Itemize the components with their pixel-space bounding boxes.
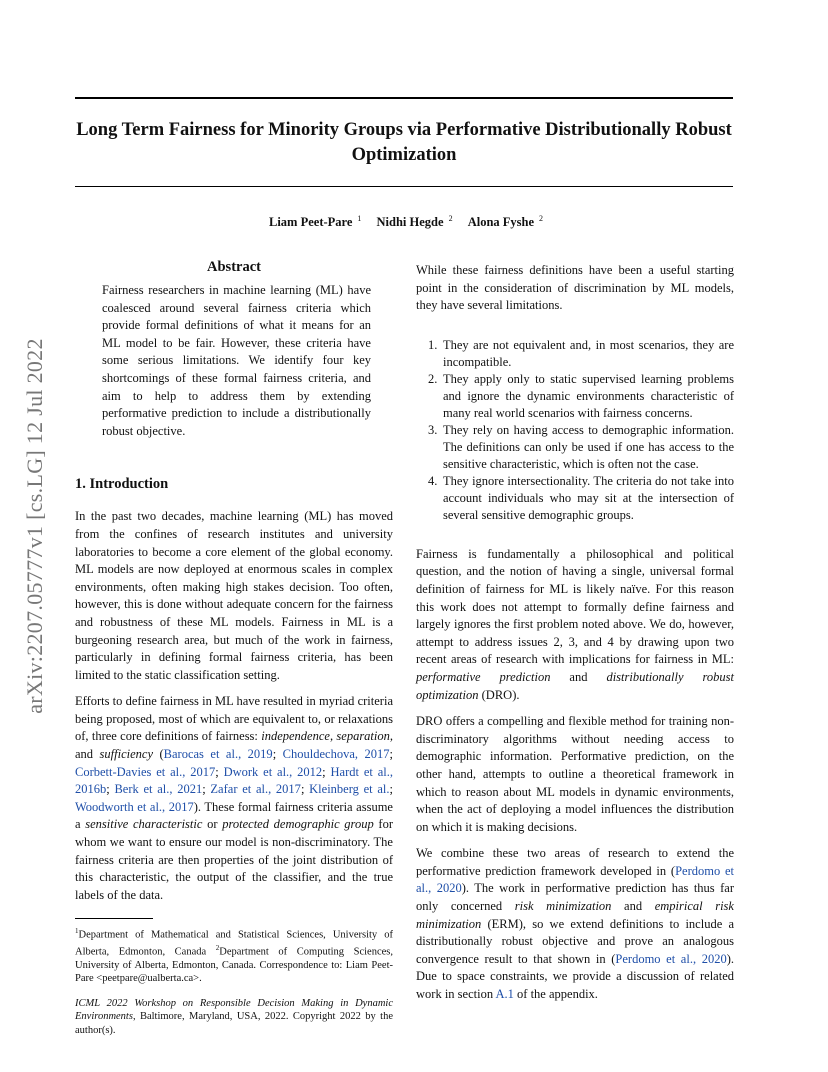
text-run: or [202, 817, 223, 832]
citation-link[interactable]: Perdomo et al., 2020 [615, 951, 727, 966]
list-number: 2. [428, 371, 438, 386]
footnote-text: Department of Computing Sciences, University of Alberta, Edmonton, Canada. Correspondence to: Liam Peet-Pare <peetpare@ualberta.ca>. [75, 946, 393, 985]
citation-link[interactable]: Barocas et al., 2019 [163, 747, 273, 762]
text-run: ; [202, 782, 211, 797]
right-column [416, 262, 734, 1004]
emphasis: risk minimization [514, 899, 612, 914]
title-rule-top [75, 97, 733, 99]
paper-title: Long Term Fairness for Minority Groups via Performative Distributionally Robust Optimization [76, 120, 732, 165]
text-run: ; [389, 747, 393, 762]
list-item-text: They are not equivalent and, in most scenarios, they are incompatible. [443, 337, 734, 369]
citation-link[interactable]: Perdomo et al., 2020 [416, 863, 734, 896]
footnote-marker: 1 [75, 927, 79, 936]
text-run: ). These formal fairness criteria assume a [75, 799, 393, 832]
intro-paragraph-5: DRO offers a compelling and flexible method for training non-discriminatory algorithms without needing access to demographic information. Performative prediction, on the other hand, attempts to outline a theoretical framework in which to reason about ML models in dynamic environments, when the act of deploying a model influences the distribution on which it is making decisions. [416, 714, 734, 834]
text-run: ; [272, 747, 283, 762]
text-run: and [611, 899, 655, 914]
text-run: ). Due to space constraints, we provide a discussion of related work in section [416, 951, 734, 1002]
citation-link[interactable]: Hardt et al., 2016b [75, 764, 393, 797]
citation-link[interactable]: Corbett-Davies et al., 2017 [75, 764, 216, 779]
text-run: ; [389, 782, 393, 797]
author-affil: 2 [539, 214, 544, 223]
emphasis: sensitive characteristic [85, 817, 203, 832]
text-run: Fairness is fundamentally a philosophical and political question, and the notion of having a single, universal formal definition of fairness for ML is likely naïve. For this reason this work does not attempt to formally define fairness and largely ignores the first problem noted above. We do, however, attempt to address issues 2, 3, and 4 by drawing upon two recent areas of research with implications for fairness in ML: [416, 546, 734, 667]
emphasis: distributionally robust optimization [416, 669, 734, 702]
list-item [416, 337, 734, 371]
section-heading-introduction: 1. Introduction [75, 476, 169, 493]
list-number: 3. [428, 422, 438, 437]
intro-paragraph-1: In the past two decades, machine learning (ML) has moved from the confines of research institutes and university laboratories to become a core element of the global economy. ML models are now deployed at enormous scales in complex environments, often making high stakes decision. Too often, however, this is done without adequate concern for the fairness and robustness of these ML models. Fairness in ML is a burgeoning research area, but much of the work in fairness, particularly in defining formal fairness criteria, has been limited to the static classification setting. [75, 509, 393, 682]
text-run: We combine these two areas of research to extend the performative prediction framework developed in ( [416, 846, 734, 878]
list-number: 4. [428, 473, 438, 488]
emphasis: performative prediction [416, 669, 551, 684]
intro-paragraph-6 [416, 845, 734, 1003]
text-run: ). The work in performative prediction has thus far only concerned [416, 881, 734, 914]
citation-link[interactable]: Dwork et al., 2012 [223, 764, 323, 779]
footnote-text: Department of Mathematical and Statistical Sciences, University of Alberta, Edmonton, Canada [75, 929, 393, 958]
emphasis: empirical risk minimization [416, 899, 734, 931]
text-run: ; [106, 782, 115, 797]
text-run: (DRO). [478, 687, 520, 702]
author-list [75, 214, 733, 230]
author-affil: 1 [357, 214, 362, 223]
emphasis: sufficiency [99, 747, 153, 762]
author [373, 215, 453, 229]
text-run: ; [215, 764, 224, 779]
footnote-rule [75, 918, 153, 919]
text-run: for whom we want to ensure our model is non-discriminatory. The fairness criteria are then properties of the joint distribution of this characteristic, the output of the classifier, and the true labels of the data. [75, 817, 393, 902]
text-run: Efforts to define fairness in ML have resulted in myriad criteria being proposed, most of which are equivalent to, or relaxations of, three core definitions of fairness: [75, 694, 393, 744]
citation-link[interactable]: Zafar et al., 2017 [210, 782, 301, 797]
author [265, 215, 361, 229]
author-name: Liam Peet-Pare [268, 215, 353, 230]
author-name: Alona Fyshe [467, 215, 535, 230]
text-run: ; [322, 764, 331, 779]
venue-details: , Baltimore, Maryland, USA, 2022. Copyright 2022 by the author(s). [75, 1011, 393, 1036]
left-column [75, 259, 393, 1037]
text-run: ( [153, 747, 164, 762]
abstract-text: Fairness researchers in machine learning (ML) have coalesced around several fairness criteria which provide formal definitions of what it means for an ML model to be fair. However, these criteria have some serious limitations. We identify four key shortcomings of these formal fairness criteria, and aim to help to address them by extending performative prediction to include a distributionally robust objective. [102, 283, 371, 438]
title-rule-bottom [75, 186, 733, 187]
intro-paragraph-3: While these fairness definitions have been a useful starting point in the consideration of discrimination by ML models, they have several limitations. [416, 263, 734, 313]
intro-paragraph-2 [75, 693, 393, 904]
venue-name: ICML 2022 Workshop on Responsible Decision Making in Dynamic Environments [75, 998, 393, 1023]
citation-link[interactable]: Berk et al., 2021 [114, 782, 203, 797]
arxiv-identifier: arXiv:2207.05777v1 [cs.LG] 12 Jul 2022 [22, 338, 47, 714]
emphasis: independence, separation, [261, 729, 393, 744]
author-affil: 2 [448, 214, 453, 223]
text-run: ; [300, 782, 310, 797]
limitations-list [416, 337, 734, 524]
list-item [416, 422, 734, 473]
list-number: 1. [428, 337, 438, 352]
list-item [416, 473, 734, 524]
list-item-text: They apply only to static supervised learning problems and ignore the dynamic environments characteristic of many real world scenarios with fairness concerns. [443, 371, 734, 420]
citation-link[interactable]: Woodworth et al., 2017 [75, 799, 194, 814]
citation-link[interactable]: Kleinberg et al. [309, 782, 390, 797]
author [464, 215, 543, 229]
abstract-heading: Abstract [207, 259, 261, 275]
abstract [75, 282, 393, 440]
intro-paragraph-4 [416, 546, 734, 704]
citation-link[interactable]: Chouldechova, 2017 [282, 747, 390, 762]
footnote-marker: 2 [215, 944, 220, 953]
text-run: (ERM), so we extend definitions to include a distributionally robust objective and prove an analogous convergence result to that shown in ( [416, 916, 734, 966]
list-item-text: They ignore intersectionality. The criteria do not take into account individuals who may sit at the intersection of several sensitive demographic groups. [443, 473, 734, 522]
list-item [416, 371, 734, 422]
text-run: and [550, 669, 607, 684]
emphasis: protected demographic group [222, 817, 374, 832]
author-name: Nidhi Hegde [376, 215, 444, 230]
text-run: and [75, 747, 100, 762]
venue-footnote [75, 997, 393, 1037]
affiliation-footnote [75, 925, 393, 985]
section-link[interactable]: A.1 [495, 987, 514, 1002]
text-run: of the appendix. [513, 987, 598, 1002]
arxiv-margin-stamp [20, 295, 50, 757]
list-item-text: They rely on having access to demographic information. The definitions can only be used if one has access to the sensitive characteristic, which is often not the case. [443, 422, 734, 471]
